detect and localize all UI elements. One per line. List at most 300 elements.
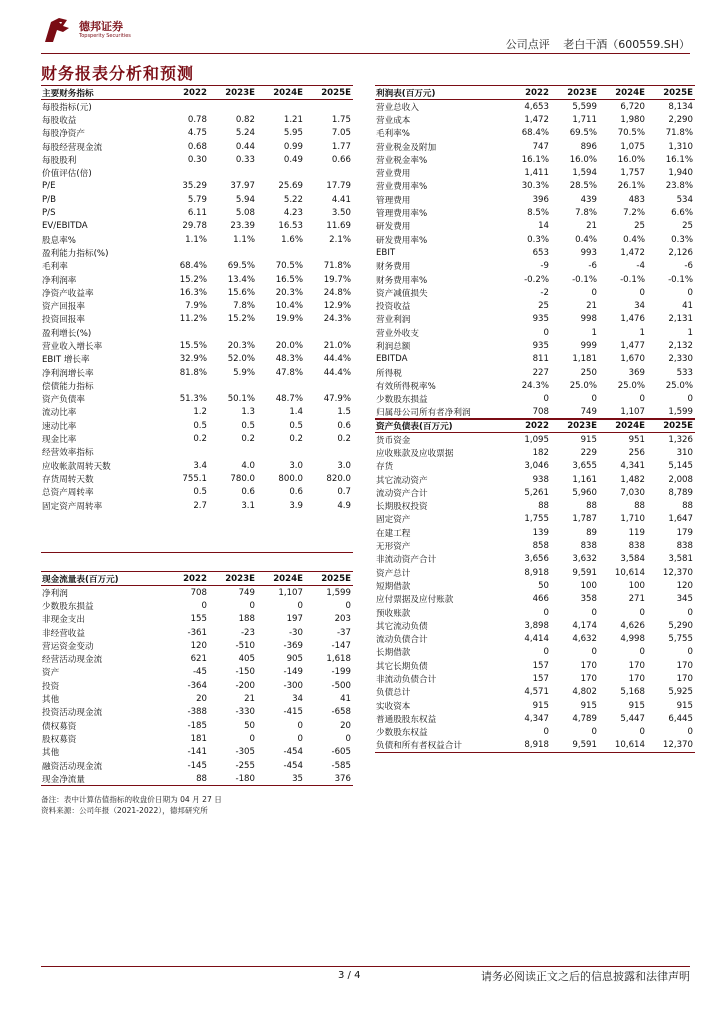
cell-value: 0	[687, 727, 693, 738]
row-label: 营业利润	[376, 315, 411, 326]
cell-value: 4,789	[572, 713, 597, 724]
table-row	[41, 166, 353, 179]
table-row	[375, 127, 695, 140]
row-label: 非经营收益	[42, 628, 85, 639]
cell-value	[161, 512, 209, 525]
table-row	[41, 419, 353, 432]
table-row	[41, 220, 353, 233]
cell-value: 0.82	[235, 114, 255, 125]
cell-value: 1,940	[668, 168, 693, 179]
cell-value: 250	[580, 367, 597, 378]
table-row	[375, 180, 695, 193]
cell-value: 0	[687, 647, 693, 658]
row-label: 其它流动资产	[376, 475, 428, 486]
row-label: 少数股东权益	[376, 728, 428, 739]
table-row	[375, 473, 695, 486]
cell-value: 44.4%	[323, 354, 351, 365]
year-header: 2024E	[599, 86, 647, 100]
table-row	[41, 393, 353, 406]
cell-value: 1,787	[572, 514, 597, 525]
cell-value: 0.99	[283, 141, 303, 152]
disclaimer: 请务必阅读正文之后的信息披露和法律声明	[481, 970, 690, 983]
row-label: 固定资产周转率	[42, 501, 103, 512]
table-title: 利润表(百万元)	[375, 86, 503, 100]
cell-value: -361	[187, 627, 207, 638]
row-label: P/S	[42, 208, 56, 219]
cell-value: 1	[591, 327, 597, 338]
row-label: 其它长期负债	[376, 661, 428, 672]
cell-value: 3.4	[193, 460, 207, 471]
cell-value: 5.94	[235, 194, 255, 205]
table-row	[375, 699, 695, 712]
row-label: 资产负债率	[42, 395, 85, 406]
table-row	[375, 486, 695, 499]
cell-value: 0.5	[193, 420, 207, 431]
cell-value: 28.5%	[569, 181, 597, 192]
cell-value	[257, 326, 305, 339]
cell-value: 21.0%	[323, 340, 351, 351]
cell-value: 5,755	[668, 634, 693, 645]
cell-value	[209, 512, 257, 525]
cell-value: 1.1%	[185, 234, 207, 245]
cell-value: 1	[639, 327, 645, 338]
cell-value: 3,898	[524, 620, 549, 631]
row-label: 营业外收支	[376, 328, 419, 339]
row-label: 归属母公司所有者净利润	[375, 406, 503, 420]
row-label: EBIT 增长率	[42, 355, 90, 366]
table-row	[375, 566, 695, 579]
table-header-row	[375, 86, 695, 100]
table-row	[41, 246, 353, 259]
cell-value: 5,261	[524, 487, 549, 498]
cell-value: 24.8%	[323, 287, 351, 298]
cell-value: 0	[201, 600, 207, 611]
cell-value: 5,290	[668, 620, 693, 631]
cell-value: 68.4%	[521, 128, 549, 139]
table-row	[41, 692, 353, 705]
cell-value: 271	[628, 594, 645, 605]
cell-value: 820.0	[326, 473, 351, 484]
table-row	[41, 459, 353, 472]
cell-value: 838	[676, 541, 693, 552]
cell-value: 0.44	[235, 141, 255, 152]
row-label: 负债和所有者权益合计	[375, 739, 503, 753]
cell-value: -0.1%	[668, 274, 693, 285]
report-subject: 老白干酒（600559.SH）	[563, 38, 690, 51]
cell-value: 0	[543, 394, 549, 405]
cell-value: 0.3%	[671, 234, 693, 245]
year-header: 2023E	[209, 86, 257, 100]
cell-value: 20	[340, 720, 351, 731]
cell-value: 1,710	[620, 514, 645, 525]
cell-value: 29.78	[182, 221, 207, 232]
cell-value: 7.8%	[233, 301, 255, 312]
table-row	[41, 539, 353, 553]
cell-value: 157	[532, 673, 549, 684]
cell-value: 0	[345, 600, 351, 611]
table-row	[375, 433, 695, 447]
cell-value: 1,594	[572, 168, 597, 179]
cell-value: 170	[676, 673, 693, 684]
year-header: 2024E	[257, 572, 305, 586]
cell-value: 0	[297, 600, 303, 611]
cell-value: 1.1%	[233, 234, 255, 245]
cell-value: 2.1%	[329, 234, 351, 245]
cell-value: 4.41	[331, 194, 351, 205]
cell-value: -415	[283, 707, 303, 718]
cell-value: -454	[283, 760, 303, 771]
table-row	[41, 406, 353, 419]
cell-value	[209, 246, 257, 259]
cell-value: 708	[503, 406, 551, 420]
table-row	[41, 586, 353, 600]
row-label: 净利润率	[42, 275, 77, 286]
cell-value: 89	[586, 527, 597, 538]
cell-value: 2,330	[668, 354, 693, 365]
cell-value: 0	[591, 287, 597, 298]
table-row	[41, 127, 353, 140]
cell-value	[305, 446, 353, 459]
cell-value: 50	[244, 720, 255, 731]
row-label: 存货	[376, 462, 394, 473]
cell-value: 0.6	[241, 487, 255, 498]
cell-value: 3.50	[331, 208, 351, 219]
cell-value: 0.5	[241, 420, 255, 431]
row-label: EBIT	[376, 247, 396, 258]
cell-value: 1,326	[668, 434, 693, 445]
cell-value: 20	[196, 694, 207, 705]
table-row	[41, 719, 353, 732]
table-row	[375, 246, 695, 259]
cell-value: -585	[331, 760, 351, 771]
table-row	[375, 513, 695, 526]
cell-value	[209, 446, 257, 459]
table-title: 现金流量表(百万元)	[41, 572, 161, 586]
cell-value: 938	[532, 474, 549, 485]
row-label: 净利润	[42, 588, 68, 599]
table-row	[41, 746, 353, 759]
table-row	[41, 772, 353, 786]
cell-value: 4,571	[524, 687, 549, 698]
table-row	[375, 379, 695, 392]
cell-value: 0	[591, 394, 597, 405]
cell-value: 838	[628, 541, 645, 552]
cell-value	[161, 526, 209, 539]
source-line: 资料来源：公司年报（2021-2022），德邦研究所	[41, 806, 208, 815]
horse-logo-icon	[41, 14, 73, 46]
cell-value: 0.5	[289, 420, 303, 431]
row-label: 普通股股东权益	[376, 714, 437, 725]
row-label: 营业费用率%	[376, 182, 428, 193]
cell-value: 0.68	[187, 141, 207, 152]
table-row	[375, 553, 695, 566]
cell-value: -0.1%	[572, 274, 597, 285]
cell-value: 405	[238, 654, 255, 665]
cell-value: 100	[628, 580, 645, 591]
row-label: 每股净资产	[42, 129, 85, 140]
table-row	[41, 639, 353, 652]
cell-value	[257, 512, 305, 525]
table-row	[41, 273, 353, 286]
cell-value: 0.2	[193, 434, 207, 445]
row-label: 营运资金变动	[42, 641, 94, 652]
row-label: 营业成本	[376, 115, 411, 126]
cell-value: 9,591	[551, 739, 599, 753]
cell-value: 4,632	[572, 634, 597, 645]
table-row	[41, 446, 353, 459]
year-header: 2023E	[551, 86, 599, 100]
table-row	[375, 233, 695, 246]
cell-value: 25.0%	[569, 380, 597, 391]
table-row	[375, 526, 695, 539]
cell-value: 1,599	[647, 406, 695, 420]
cell-value: 48.3%	[275, 354, 303, 365]
cell-value: 71.8%	[665, 128, 693, 139]
row-label: 股息率%	[42, 235, 76, 246]
cell-value: -510	[235, 640, 255, 651]
cell-value: 3,581	[668, 554, 693, 565]
cell-value: 119	[628, 527, 645, 538]
cell-value: 4,998	[620, 634, 645, 645]
cell-value: 5,960	[572, 487, 597, 498]
row-label: 所得税	[376, 368, 402, 379]
cell-value: 0.6	[289, 487, 303, 498]
cell-value: 1,647	[668, 514, 693, 525]
row-label: 固定资产	[376, 515, 411, 526]
cell-value	[305, 512, 353, 525]
cell-value: 17.79	[326, 181, 351, 192]
cell-value: 858	[532, 541, 549, 552]
table-row	[375, 140, 695, 153]
cell-value: 9,591	[572, 567, 597, 578]
cell-value: 52.0%	[227, 354, 255, 365]
cell-value: 653	[532, 247, 549, 258]
table-row	[41, 180, 353, 193]
cell-value: 25.0%	[665, 380, 693, 391]
cell-value	[161, 539, 209, 553]
cell-value: 30.3%	[521, 181, 549, 192]
cell-value: -2	[540, 287, 549, 298]
cell-value: 998	[580, 314, 597, 325]
cell-value: 5.9%	[233, 367, 255, 378]
cell-value: 376	[305, 772, 353, 786]
cell-value: 0.30	[187, 154, 207, 165]
cell-value: 5,599	[572, 101, 597, 112]
row-label: 营业费用	[376, 169, 411, 180]
cell-value: 708	[190, 587, 207, 598]
year-header: 2022	[161, 86, 209, 100]
table-row	[375, 313, 695, 326]
row-label: 投资	[42, 681, 60, 692]
cell-value: 170	[580, 660, 597, 671]
cell-value: 1,757	[620, 168, 645, 179]
cell-value: -305	[235, 747, 255, 758]
cell-value: 621	[190, 654, 207, 665]
cell-value: 24.3%	[323, 314, 351, 325]
cell-value: 179	[676, 527, 693, 538]
company-name-en: Topsperity Securities	[79, 33, 131, 39]
cell-value: 749	[238, 587, 255, 598]
row-label: 毛利率	[42, 262, 68, 273]
row-label: 净利润增长率	[42, 368, 94, 379]
table-row	[41, 299, 353, 312]
year-header: 2025E	[647, 419, 695, 433]
cell-value: 88	[161, 772, 209, 786]
cell-value: 1.2	[193, 407, 207, 418]
cell-value: 7,030	[620, 487, 645, 498]
row-label: 总资产周转率	[42, 488, 94, 499]
cell-value	[305, 379, 353, 392]
cell-value	[209, 379, 257, 392]
cell-value: 11.69	[326, 221, 351, 232]
table-row	[41, 113, 353, 126]
cell-value: 20.3%	[275, 287, 303, 298]
row-label: 资产回报率	[42, 302, 85, 313]
row-label: 毛利率%	[376, 129, 410, 140]
cell-value: 1.3	[241, 407, 255, 418]
cell-value: 4,347	[524, 713, 549, 724]
table-row	[41, 599, 353, 612]
cell-value: 0	[687, 394, 693, 405]
cell-value: 157	[532, 660, 549, 671]
row-label: 价值评估(倍)	[42, 169, 92, 180]
table-row	[375, 220, 695, 233]
cell-value: 1,755	[524, 514, 549, 525]
cell-value: 25.69	[278, 181, 303, 192]
cell-value: 533	[676, 367, 693, 378]
row-label: 负债总计	[376, 688, 411, 699]
cell-value: 749	[551, 406, 599, 420]
page-title: 财务报表分析和预测	[41, 64, 195, 83]
cell-value: 7.9%	[185, 301, 207, 312]
cell-value: 24.3%	[521, 380, 549, 391]
row-label: 营业总收入	[376, 102, 419, 113]
table-row	[41, 613, 353, 626]
cell-value: 88	[538, 501, 549, 512]
cell-value: 0	[687, 287, 693, 298]
cell-value: 0	[297, 733, 303, 744]
cell-value: 0	[639, 394, 645, 405]
table-row	[41, 486, 353, 499]
table-row	[375, 606, 695, 619]
cell-value: 0.3%	[527, 234, 549, 245]
cell-value: 88	[634, 501, 645, 512]
cell-value: 0	[687, 607, 693, 618]
income-statement-table	[375, 85, 695, 420]
cell-value: 915	[580, 434, 597, 445]
cell-value: 120	[676, 580, 693, 591]
cell-value: 0	[345, 733, 351, 744]
cell-value: 50	[538, 580, 549, 591]
cell-value: 4,414	[524, 634, 549, 645]
cell-value: -4	[636, 261, 645, 272]
cell-value: 0.7	[337, 487, 351, 498]
cell-value: 1.4	[289, 407, 303, 418]
cell-value: 10.4%	[275, 301, 303, 312]
cell-value: 4,653	[524, 101, 549, 112]
row-label: 存货周转天数	[42, 474, 94, 485]
cell-value: 0.5	[193, 487, 207, 498]
cell-value: 35	[257, 772, 305, 786]
table-row	[41, 206, 353, 219]
table-row	[375, 579, 695, 592]
cell-value: 120	[190, 640, 207, 651]
row-label: 盈利能力指标(%)	[42, 248, 109, 259]
cell-value: 35.29	[182, 181, 207, 192]
table-row	[375, 646, 695, 659]
row-label: 每股收益	[42, 115, 77, 126]
cell-value: 6.6%	[671, 208, 693, 219]
row-label: 其他	[42, 695, 60, 706]
cell-value: -30	[288, 627, 303, 638]
cell-value: 7.05	[331, 128, 351, 139]
page-number: 3 / 4	[338, 970, 361, 981]
cell-value: 1,477	[620, 340, 645, 351]
cell-value: 256	[628, 447, 645, 458]
cell-value: 5.22	[283, 194, 303, 205]
row-label: 投资回报率	[42, 315, 85, 326]
cell-value: 2,290	[668, 114, 693, 125]
cell-value: 369	[628, 367, 645, 378]
cell-value: 12,370	[647, 739, 695, 753]
cell-value: 1,107	[278, 587, 303, 598]
year-header: 2025E	[305, 86, 353, 100]
cell-value: 203	[334, 614, 351, 625]
row-label	[41, 512, 161, 525]
row-label: 融资活动现金流	[42, 761, 103, 772]
cell-value: -141	[187, 747, 207, 758]
cell-value: 182	[532, 447, 549, 458]
table-row	[375, 286, 695, 299]
cell-value	[257, 166, 305, 179]
cell-value: 1,310	[668, 141, 693, 152]
cell-value: 1,980	[620, 114, 645, 125]
cell-value: 12.9%	[323, 301, 351, 312]
cell-value: 993	[580, 247, 597, 258]
year-header: 2024E	[257, 86, 305, 100]
row-label: 研发费用	[376, 222, 411, 233]
table-row	[41, 233, 353, 246]
cell-value: 16.1%	[521, 154, 549, 165]
table-row	[375, 273, 695, 286]
cell-value: 34	[292, 694, 303, 705]
cell-value: 0	[591, 607, 597, 618]
row-label: 应收帐款周转天数	[42, 461, 111, 472]
cell-value: 1,472	[524, 114, 549, 125]
cell-value: 227	[532, 367, 549, 378]
cell-value: 69.5%	[227, 261, 255, 272]
row-label: 速动比率	[42, 421, 77, 432]
table-row	[375, 460, 695, 473]
cell-value: 10,614	[614, 567, 645, 578]
cell-value: 3,584	[620, 554, 645, 565]
cell-value: 1,075	[620, 141, 645, 152]
cell-value: 71.8%	[323, 261, 351, 272]
table-row	[375, 260, 695, 273]
table-row	[41, 153, 353, 166]
cell-value: 915	[532, 700, 549, 711]
table-row	[41, 366, 353, 379]
row-label: 短期借款	[376, 581, 411, 592]
table-row	[41, 313, 353, 326]
row-label: 应收账款及应收票据	[376, 448, 454, 459]
row-label: 预收账款	[376, 608, 411, 619]
cell-value	[161, 379, 209, 392]
row-label: EBITDA	[376, 354, 408, 365]
cell-value: 25	[634, 221, 645, 232]
cell-value: 358	[580, 594, 597, 605]
table-row	[375, 326, 695, 339]
